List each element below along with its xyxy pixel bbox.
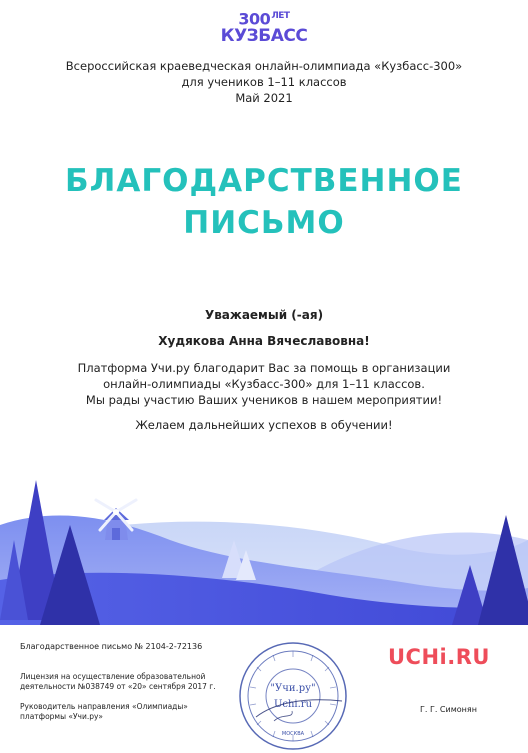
leader-title: [20, 702, 188, 722]
message-line-2: онлайн-олимпиады «Кузбасс-300» для 1–11 классов.: [103, 377, 425, 391]
message-text: [0, 360, 528, 408]
leader-line-1: Руководитель направления «Олимпиады»: [20, 702, 188, 711]
olympiad-date: Май 2021: [235, 91, 293, 105]
license-line-2: деятельности №038749 от «20» сентября 2017 г.: [20, 682, 216, 691]
official-stamp: [234, 637, 352, 753]
letter-number: Благодарственное письмо № 2104-2-72136: [20, 642, 203, 651]
stamp-ring-bottom: МОСКВА: [281, 731, 305, 737]
signer-name: Г. Г. Симонян: [420, 705, 477, 714]
title-line-1: БЛАГОДАРСТВЕННОЕ: [65, 163, 463, 199]
leader-line-2: платформы «Учи.ру»: [20, 712, 104, 721]
footer: [0, 625, 528, 753]
recipient-name: Худякова Анна Вячеславовна!: [158, 334, 370, 348]
message-line-1: Платформа Учи.ру благодарит Вас за помощь в организации: [77, 361, 451, 375]
stamp-text-bottom: Uchi.ru: [273, 699, 313, 710]
license-line-1: Лицензия на осуществление образовательной: [20, 672, 206, 681]
stamp-text-top: "Учи.ру": [270, 683, 316, 694]
landscape-illustration: [0, 470, 528, 625]
message-line-3: Мы рады участию Ваших учеников в нашем мероприятии!: [85, 393, 443, 407]
license-info: [20, 672, 216, 692]
uchi-ru-logo: UCHi.RU: [388, 645, 490, 669]
salutation: Уважаемый (-ая): [204, 308, 324, 322]
recipient-block: [0, 302, 528, 354]
logo-suffix: ЛЕТ: [271, 11, 290, 21]
page-title: [0, 160, 528, 244]
title-line-2: ПИСЬМО: [183, 205, 345, 241]
logo-number: 300: [238, 9, 271, 29]
kuzbass-300-logo: [0, 8, 528, 45]
logo-name: КУЗБАСС: [220, 26, 308, 47]
olympiad-title: Всероссийская краеведческая онлайн-олимпиада «Кузбасс-300»: [65, 59, 463, 73]
wish-text: Желаем дальнейших успехов в обучении!: [135, 418, 393, 432]
olympiad-info: [0, 58, 528, 106]
olympiad-grades: для учеников 1–11 классов: [181, 75, 347, 89]
